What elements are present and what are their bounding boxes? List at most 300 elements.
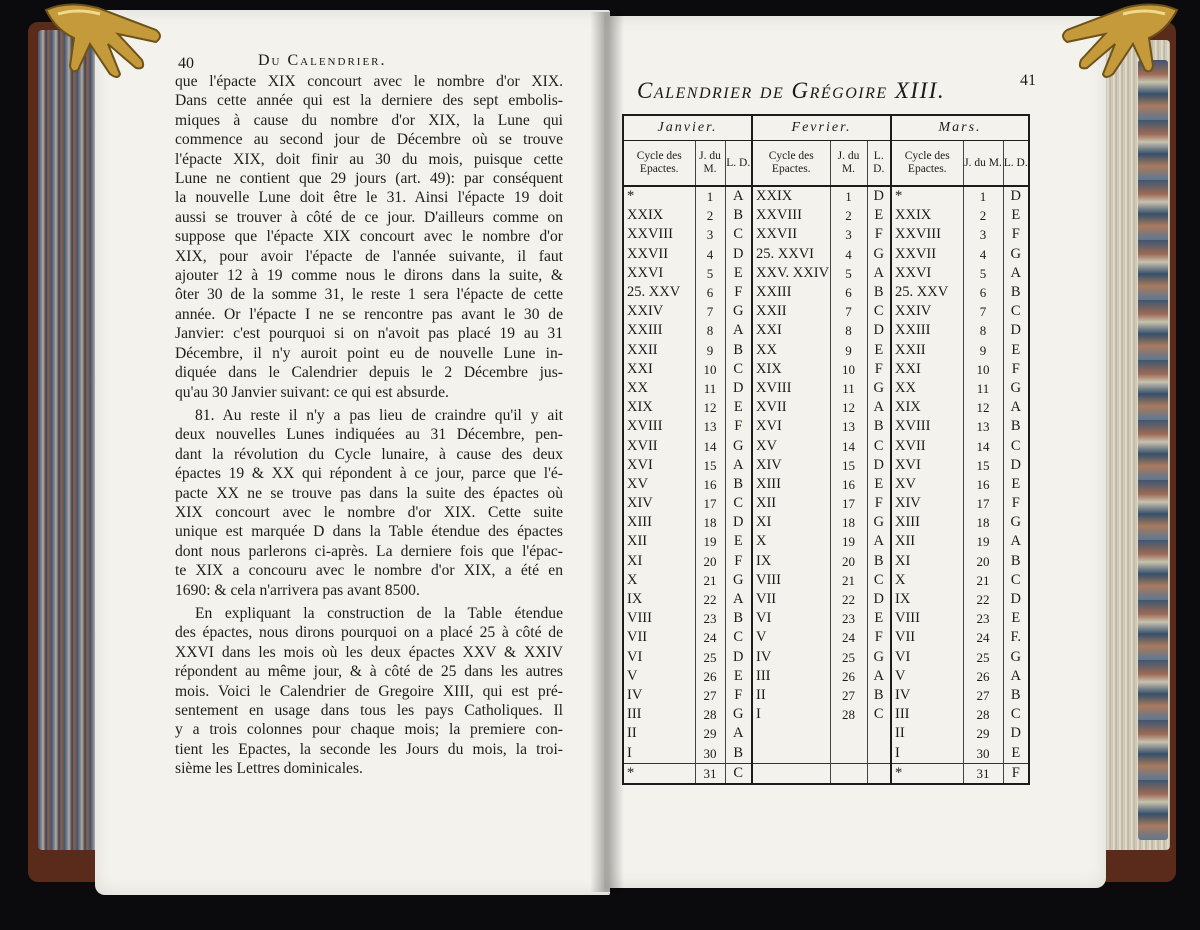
epact-cell: XXII	[752, 302, 830, 321]
epact-cell: XIII	[752, 475, 830, 494]
dominical-letter-cell: G	[867, 245, 891, 264]
calendar-row	[623, 360, 1029, 379]
epact-cell: XI	[891, 552, 963, 571]
calendar-row	[623, 302, 1029, 321]
body-text	[175, 72, 563, 779]
epact-cell: IV	[891, 686, 963, 705]
dominical-letter-cell: B	[1010, 552, 1021, 569]
day-cell: 31	[695, 763, 725, 784]
epact-cell: XIII	[891, 513, 963, 532]
epact-cell: XIX	[891, 398, 963, 417]
text-line: ajouter 12 à 19 comme nous le dirons dans la suite, &	[175, 267, 563, 285]
epact-cell: X	[891, 571, 963, 590]
day-cell: 17	[695, 494, 725, 513]
epact-cell: XVI	[623, 456, 695, 475]
dominical-letter-cell: A	[725, 186, 752, 206]
epact-cell: II	[623, 724, 695, 743]
epact-cell: X	[623, 571, 695, 590]
dominical-letter-cell: G	[725, 571, 752, 590]
calendar-row	[623, 379, 1029, 398]
dominical-letter-cell: F.	[1010, 629, 1022, 646]
epact-cell: XXIV	[623, 302, 695, 321]
text-line: aussi se trouver à côté de ce jour. D'ailleurs comme on	[175, 208, 563, 226]
dominical-letter-cell: A	[867, 532, 891, 551]
day-cell: 21	[963, 571, 1003, 590]
calendar-row	[623, 417, 1029, 436]
day-cell: 7	[963, 302, 1003, 321]
dominical-letter-cell: G	[867, 379, 891, 398]
day-cell: 19	[830, 532, 867, 551]
epact-cell: XIX	[623, 398, 695, 417]
dominical-letter-cell: F	[725, 283, 752, 302]
epact-cell: X	[752, 532, 830, 551]
dominical-letter-cell: F	[725, 417, 752, 436]
epact-cell: XXVII	[752, 225, 830, 244]
day-cell: 17	[963, 494, 1003, 513]
text-line: année. Or l'épacte I ne se rencontre pas avant le 30 de	[175, 305, 563, 323]
dominical-letter-cell: C	[725, 225, 752, 244]
dominical-letter-cell: D	[1010, 725, 1021, 742]
day-cell: 13	[963, 417, 1003, 436]
calendar-rows	[623, 186, 1029, 784]
day-cell: 27	[963, 686, 1003, 705]
day-cell: 16	[695, 475, 725, 494]
calendar-row	[623, 456, 1029, 475]
dominical-letter-cell: G	[1010, 379, 1021, 396]
text-line: 81. Au reste il n'y a pas lieu de craindre qu'il y ait	[195, 406, 563, 424]
day-cell: 9	[963, 341, 1003, 360]
dominical-letter-cell: E	[867, 475, 891, 494]
epact-cell: IX	[623, 590, 695, 609]
dominical-letter-cell: F	[867, 360, 891, 379]
day-cell: 18	[830, 513, 867, 532]
calendar-row	[623, 321, 1029, 340]
dominical-letter-cell: D	[867, 590, 891, 609]
dominical-letter-cell: E	[725, 532, 752, 551]
epact-cell: XXI	[623, 360, 695, 379]
text-line: répondent au même jour, & à côté de 25 dans les autres	[175, 663, 563, 681]
dominical-letter-cell: D	[867, 186, 891, 206]
day-cell: 28	[830, 705, 867, 724]
epact-cell: VIII	[752, 571, 830, 590]
dominical-letter-cell: G	[725, 302, 752, 321]
text-line: XIX concourt avec le nombre d'or XIX. Cette suite	[175, 503, 563, 521]
day-cell: 24	[963, 628, 1003, 647]
text-line: Lune ne contient que 29 jours (art. 49): par conséquent	[175, 170, 563, 188]
day-cell: 23	[830, 609, 867, 628]
epact-cell: XI	[623, 552, 695, 571]
epact-cell: XXVIII	[623, 225, 695, 244]
dominical-letter-cell: C	[725, 763, 752, 784]
col-header-letter: L. D.	[867, 141, 891, 187]
day-cell: 29	[695, 724, 725, 743]
dominical-letter-cell: A	[867, 667, 891, 686]
day-cell: 24	[695, 628, 725, 647]
day-cell: 2	[963, 206, 1003, 225]
dominical-letter-cell: A	[1010, 667, 1021, 684]
day-cell: 8	[963, 321, 1003, 340]
month-header-janvier: Janvier.	[623, 115, 752, 141]
epact-cell: VI	[623, 648, 695, 667]
day-cell: 24	[830, 628, 867, 647]
day-cell: 3	[830, 225, 867, 244]
text-line: y a trois colonnes pour chaque mois; la premiere con-	[175, 721, 563, 739]
day-cell: 4	[963, 245, 1003, 264]
col-header-day: J. du M.	[963, 141, 1003, 187]
day-cell: 13	[695, 417, 725, 436]
col-header-day: J. du M.	[695, 141, 725, 187]
day-cell: 15	[695, 456, 725, 475]
dominical-letter-cell: E	[867, 341, 891, 360]
dominical-letter-cell: G	[1010, 245, 1021, 262]
day-cell: 22	[963, 590, 1003, 609]
day-cell: 14	[830, 436, 867, 455]
text-line: l'épacte XIX, doit finir au 30 du mois, puisque cette	[175, 150, 563, 168]
epact-cell: XXV. XXIV	[752, 264, 830, 283]
dominical-letter-cell: B	[725, 743, 752, 763]
dominical-letter-cell: C	[1010, 706, 1021, 723]
day-cell: 26	[830, 667, 867, 686]
col-header-epacts: Cycle des Epactes.	[623, 141, 695, 187]
col-header-letter: L. D.	[725, 141, 752, 187]
day-cell: 29	[963, 724, 1003, 743]
dominical-letter-cell: D	[1010, 322, 1021, 339]
text-line: suppose que l'épacte XIX concourt avec le nombre d'or	[175, 228, 563, 246]
epact-cell: XXVIII	[752, 206, 830, 225]
day-cell: 14	[695, 436, 725, 455]
calendar-row	[623, 398, 1029, 417]
calendar-row	[623, 341, 1029, 360]
dominical-letter-cell: C	[1010, 571, 1021, 588]
epact-cell: III	[891, 705, 963, 724]
epact-cell: XIX	[752, 360, 830, 379]
dominical-letter-cell: A	[867, 398, 891, 417]
text-line: deux nouvelles Lunes indiquées au 31 Décembre, pen-	[175, 426, 563, 444]
dominical-letter-cell: A	[725, 590, 752, 609]
epact-cell: XVIII	[891, 417, 963, 436]
text-line: unique est marquée D dans la Table étendue des épactes	[175, 523, 563, 541]
dominical-letter-cell: D	[1010, 188, 1021, 205]
day-cell: 20	[830, 552, 867, 571]
dominical-letter-cell: G	[867, 648, 891, 667]
dominical-letter-cell: B	[1010, 418, 1021, 435]
epact-cell: III	[623, 705, 695, 724]
day-cell: 2	[830, 206, 867, 225]
day-cell: 21	[830, 571, 867, 590]
text-line: qu'au 30 Janvier suivant: ce qui est absurde.	[175, 383, 449, 401]
text-line: XIX, pour avoir l'épacte de l'année suivante, il faut	[175, 247, 563, 265]
epact-cell: 25. XXV	[623, 283, 695, 302]
epact-cell: XVII	[891, 436, 963, 455]
epact-cell: XVI	[891, 456, 963, 475]
day-cell: 9	[695, 341, 725, 360]
epact-cell	[752, 763, 830, 784]
day-cell: 11	[830, 379, 867, 398]
calendar-row	[623, 436, 1029, 455]
dominical-letter-cell: F	[1011, 360, 1020, 377]
epact-cell: XVII	[752, 398, 830, 417]
day-cell: 11	[695, 379, 725, 398]
epact-cell: XV	[891, 475, 963, 494]
epact-cell: XXII	[891, 341, 963, 360]
epact-cell: XXI	[752, 321, 830, 340]
day-cell: 8	[695, 321, 725, 340]
dominical-letter-cell: A	[867, 264, 891, 283]
text-line: ôter 30 de la somme 31, le reste 1 sera l'épacte de cette	[175, 286, 563, 304]
dominical-letter-cell: E	[1011, 744, 1021, 761]
epact-cell: XXVI	[891, 264, 963, 283]
brass-page-clip-right	[1055, 0, 1185, 78]
epact-cell: XII	[752, 494, 830, 513]
text-line: tient les Epactes, la seconde les Jours du mois, la troi-	[175, 740, 563, 758]
day-cell: 19	[695, 532, 725, 551]
epact-cell: XXIII	[891, 321, 963, 340]
calendar-row	[623, 571, 1029, 590]
day-cell: 4	[695, 245, 725, 264]
dominical-letter-cell: E	[867, 609, 891, 628]
calendar-row	[623, 552, 1029, 571]
day-cell: 18	[963, 513, 1003, 532]
dominical-letter-cell	[867, 724, 891, 743]
day-cell: 3	[695, 225, 725, 244]
day-cell: 15	[963, 456, 1003, 475]
text-line: mois. Voici le Calendrier de Gregoire XIII, qui est pré-	[175, 682, 563, 700]
epact-cell: XXIX	[752, 186, 830, 206]
calendar-row	[623, 743, 1029, 763]
text-line: des épactes, nous dirons pourquoi on a placé 25 à côté de	[175, 624, 563, 642]
dominical-letter-cell: G	[1010, 514, 1021, 531]
dominical-letter-cell: D	[725, 648, 752, 667]
dominical-letter-cell: G	[725, 436, 752, 455]
day-cell: 6	[830, 283, 867, 302]
running-head: Du Calendrier.	[258, 52, 387, 69]
text-line: dont nous parlerons ci-après. La derniere fois que l'épac-	[175, 542, 563, 560]
epact-cell: *	[623, 186, 695, 206]
dominical-letter-cell: E	[725, 264, 752, 283]
day-cell: 10	[695, 360, 725, 379]
text-line: commence au second jour de Décembre où se trouve	[175, 131, 563, 149]
dominical-letter-cell: E	[725, 398, 752, 417]
day-cell: 9	[830, 341, 867, 360]
epact-cell: VII	[891, 628, 963, 647]
dominical-letter-cell: F	[725, 552, 752, 571]
epact-cell: V	[752, 628, 830, 647]
dominical-letter-cell: E	[725, 667, 752, 686]
marbled-edge-right	[1138, 60, 1168, 840]
epact-cell: XII	[623, 532, 695, 551]
day-cell: 25	[963, 648, 1003, 667]
calendar-title: Calendrier de Grégoire XIII.	[637, 78, 946, 103]
day-cell: 16	[963, 475, 1003, 494]
day-cell: 15	[830, 456, 867, 475]
dominical-letter-cell: F	[1011, 226, 1020, 243]
day-cell: 16	[830, 475, 867, 494]
day-cell: 30	[695, 743, 725, 763]
dominical-letter-cell: B	[725, 475, 752, 494]
dominical-letter-cell: B	[1010, 284, 1021, 301]
dominical-letter-cell	[867, 743, 891, 763]
day-cell: 1	[963, 186, 1003, 206]
text-line: Décembre, il n'y auroit point eu de nouvelle Lune in-	[175, 344, 563, 362]
dominical-letter-cell: B	[867, 283, 891, 302]
day-cell: 25	[695, 648, 725, 667]
dominical-letter-cell: F	[1003, 763, 1029, 784]
text-line: Dans cette année qui est la derniere des sept embolis-	[175, 92, 563, 110]
epact-cell: IX	[752, 552, 830, 571]
day-cell: 12	[695, 398, 725, 417]
day-cell: 26	[695, 667, 725, 686]
text-line: 1690: & cela n'arrivera pas avant 8500.	[175, 581, 420, 599]
dominical-letter-cell: F	[867, 628, 891, 647]
calendar-row	[623, 763, 1029, 784]
day-cell: 3	[963, 225, 1003, 244]
day-cell: 28	[695, 705, 725, 724]
day-cell: 2	[695, 206, 725, 225]
epact-cell: VII	[623, 628, 695, 647]
calendar-row	[623, 264, 1029, 283]
month-header-fevrier: Fevrier.	[752, 115, 891, 141]
epact-cell: V	[623, 667, 695, 686]
dominical-letter-cell: B	[867, 417, 891, 436]
day-cell: 19	[963, 532, 1003, 551]
epact-cell: XXIV	[891, 302, 963, 321]
dominical-letter-cell: C	[1010, 437, 1021, 454]
epact-cell: XV	[623, 475, 695, 494]
epact-cell: XI	[752, 513, 830, 532]
dominical-letter-cell: A	[1010, 533, 1021, 550]
text-line: que l'épacte XIX concourt avec le nombre d'or XIX.	[175, 73, 563, 90]
epact-cell: XXIII	[752, 283, 830, 302]
dominical-letter-cell: B	[725, 341, 752, 360]
epact-cell: I	[891, 743, 963, 763]
day-cell: 10	[963, 360, 1003, 379]
calendar-row	[623, 686, 1029, 705]
dominical-letter-cell: D	[1010, 591, 1021, 608]
month-header-mars: Mars.	[891, 115, 1029, 141]
epact-cell: 25. XXV	[891, 283, 963, 302]
day-cell: 22	[695, 590, 725, 609]
calendar-row	[623, 590, 1029, 609]
day-cell: 13	[830, 417, 867, 436]
epact-cell: I	[752, 705, 830, 724]
dominical-letter-cell: G	[1010, 648, 1021, 665]
dominical-letter-cell: G	[725, 705, 752, 724]
dominical-letter-cell: B	[1010, 686, 1021, 703]
day-cell	[830, 763, 867, 784]
epact-cell: XXIII	[623, 321, 695, 340]
calendar-row	[623, 245, 1029, 264]
calendar-row	[623, 628, 1029, 647]
day-cell: 14	[963, 436, 1003, 455]
epact-cell: XVI	[752, 417, 830, 436]
dominical-letter-cell: D	[725, 513, 752, 532]
epact-cell: XXVII	[891, 245, 963, 264]
gregorian-calendar-table	[622, 114, 1030, 785]
day-cell: 20	[963, 552, 1003, 571]
calendar-row	[623, 206, 1029, 225]
dominical-letter-cell: D	[725, 379, 752, 398]
dominical-letter-cell: B	[725, 609, 752, 628]
day-cell: 4	[830, 245, 867, 264]
day-cell: 1	[695, 186, 725, 206]
epact-cell: XXI	[891, 360, 963, 379]
text-line: dant la révolution du Cycle lunaire, à cause des deux	[175, 445, 563, 463]
epact-cell: XII	[891, 532, 963, 551]
dominical-letter-cell: C	[867, 705, 891, 724]
day-cell: 12	[963, 398, 1003, 417]
epact-cell: *	[623, 763, 695, 784]
dominical-letter-cell: B	[867, 552, 891, 571]
day-cell: 21	[695, 571, 725, 590]
text-line: pacte XX ne se trouve pas dans la suite des épactes où	[175, 484, 563, 502]
dominical-letter-cell: B	[867, 686, 891, 705]
day-cell: 25	[830, 648, 867, 667]
dominical-letter-cell: D	[1010, 456, 1021, 473]
day-cell: 30	[963, 743, 1003, 763]
dominical-letter-cell: G	[867, 513, 891, 532]
col-header-epacts: Cycle des Epactes.	[752, 141, 830, 187]
calendar-row	[623, 532, 1029, 551]
dominical-letter-cell: F	[867, 494, 891, 513]
dominical-letter-cell: E	[867, 206, 891, 225]
epact-cell: XIV	[752, 456, 830, 475]
dominical-letter-cell	[867, 763, 891, 784]
epact-cell: V	[891, 667, 963, 686]
day-cell: 6	[963, 283, 1003, 302]
day-cell: 11	[963, 379, 1003, 398]
epact-cell: XVIII	[752, 379, 830, 398]
text-line: Janvier: c'est pourquoi si on n'avoit pas placé 19 au 31	[175, 325, 563, 343]
epact-cell: *	[891, 763, 963, 784]
dominical-letter-cell: A	[725, 456, 752, 475]
day-cell	[830, 743, 867, 763]
calendar-row	[623, 186, 1029, 206]
day-cell: 26	[963, 667, 1003, 686]
day-cell: 7	[695, 302, 725, 321]
epact-cell: XV	[752, 436, 830, 455]
day-cell: 5	[963, 264, 1003, 283]
day-cell: 23	[963, 609, 1003, 628]
epact-cell: XXVII	[623, 245, 695, 264]
dominical-letter-cell: C	[1010, 303, 1021, 320]
day-cell: 10	[830, 360, 867, 379]
epact-cell: I	[623, 743, 695, 763]
epact-cell: IV	[623, 686, 695, 705]
day-cell: 27	[695, 686, 725, 705]
dominical-letter-cell: A	[1010, 264, 1021, 281]
day-cell: 28	[963, 705, 1003, 724]
epact-cell: XIV	[891, 494, 963, 513]
text-line: sième les Lettres dominicales.	[175, 760, 363, 778]
day-cell: 22	[830, 590, 867, 609]
epact-cell: XXVI	[623, 264, 695, 283]
epact-cell: IX	[891, 590, 963, 609]
epact-cell: III	[752, 667, 830, 686]
dominical-letter-cell: C	[725, 494, 752, 513]
calendar-row	[623, 475, 1029, 494]
left-page-number: 40	[178, 55, 194, 72]
epact-cell: IV	[752, 648, 830, 667]
epact-cell: VIII	[891, 609, 963, 628]
epact-cell	[752, 743, 830, 763]
day-cell: 17	[830, 494, 867, 513]
brass-page-clip-left	[38, 0, 168, 78]
calendar-row	[623, 648, 1029, 667]
dominical-letter-cell: D	[867, 321, 891, 340]
epact-cell: 25. XXVI	[752, 245, 830, 264]
day-cell: 7	[830, 302, 867, 321]
col-header-letter: L. D.	[1003, 141, 1029, 187]
